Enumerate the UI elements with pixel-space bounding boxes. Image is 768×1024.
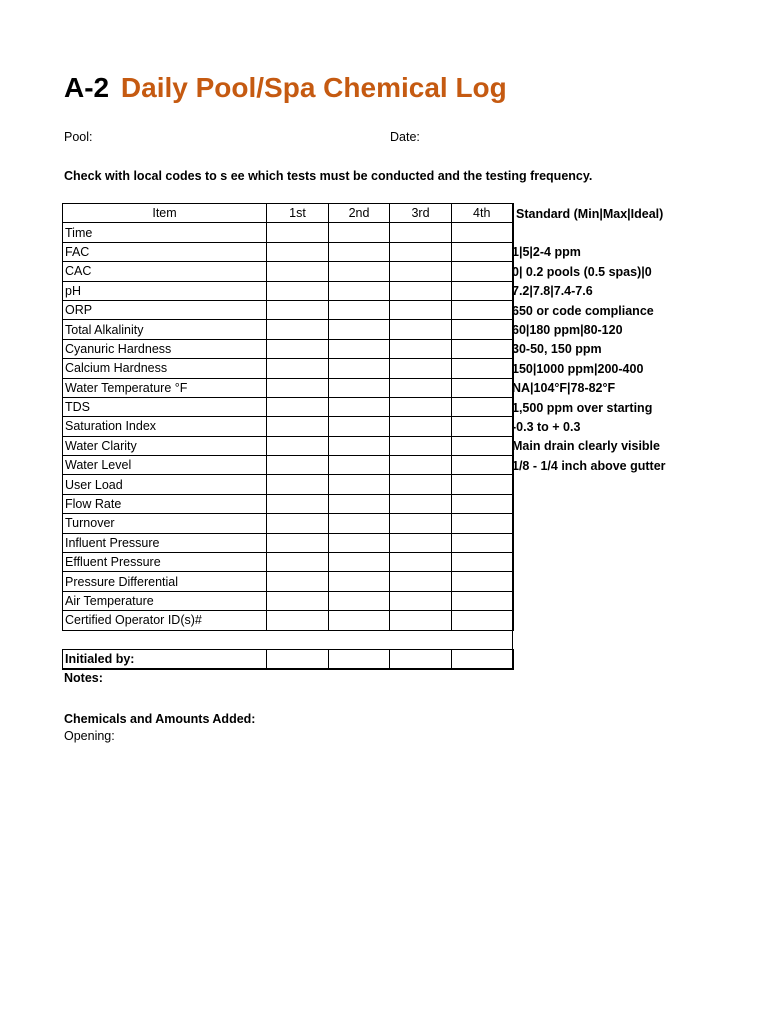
table-row [63,436,513,455]
reading-cell[interactable] [390,281,452,300]
reading-cell[interactable] [329,436,390,455]
reading-cell[interactable] [329,339,390,358]
standard-value: -0.3 to + 0.3 [512,419,581,434]
reading-cell[interactable] [267,397,329,416]
spacer-cell [329,630,390,649]
standards-header: Standard (Min|Max|Ideal) [516,207,664,221]
row-label: Water Temperature °F [63,378,267,397]
reading-cell[interactable] [329,591,390,610]
standard-value: 650 or code compliance [512,303,654,318]
chemical-log-table [62,203,514,670]
table-row [63,611,513,630]
standard-value [512,224,666,243]
reading-cell[interactable] [267,339,329,358]
reading-cell[interactable] [452,436,513,455]
reading-cell[interactable] [329,475,390,494]
reading-cell[interactable] [329,242,390,261]
instruction-text: Check with local codes to s ee which tests must be conducted and the testing frequency. [64,169,593,183]
standard-value: Main drain clearly visible [512,439,660,454]
reading-cell[interactable] [390,533,452,552]
row-label: Calcium Hardness [63,359,267,378]
reading-cell[interactable] [390,339,452,358]
initial-cell[interactable] [390,649,452,669]
standard-value: 30-50, 150 ppm [512,342,602,357]
reading-cell[interactable] [390,378,452,397]
reading-cell[interactable] [452,533,513,552]
reading-cell[interactable] [390,514,452,533]
table-row [63,242,513,261]
table-row [63,397,513,416]
form-title: Daily Pool/Spa Chemical Log [120,72,507,103]
table-row [63,281,513,300]
reading-cell[interactable] [267,611,329,630]
standard-value: 60|180 ppm|80-120 [512,322,623,337]
reading-cell[interactable] [267,514,329,533]
reading-cell[interactable] [452,591,513,610]
reading-cell[interactable] [452,494,513,513]
reading-cell[interactable] [267,262,329,281]
page-title [64,66,507,110]
reading-cell[interactable] [390,223,452,242]
row-label: pH [63,281,267,300]
reading-cell[interactable] [452,397,513,416]
table-row [63,339,513,358]
reading-cell[interactable] [452,300,513,319]
row-label: Flow Rate [63,494,267,513]
reading-cell[interactable] [452,359,513,378]
reading-cell[interactable] [267,591,329,610]
standard-value: 1/8 - 1/4 inch above gutter [512,458,666,473]
reading-cell[interactable] [452,242,513,261]
reading-cell[interactable] [329,223,390,242]
reading-cell[interactable] [329,262,390,281]
standards-column [512,205,666,476]
reading-cell[interactable] [390,300,452,319]
table-row [63,320,513,339]
row-label: Air Temperature [63,591,267,610]
date-label: Date: [390,130,420,144]
row-label: Effluent Pressure [63,553,267,572]
reading-cell[interactable] [390,320,452,339]
reading-cell[interactable] [329,397,390,416]
row-label: Water Clarity [63,436,267,455]
reading-cell[interactable] [267,359,329,378]
table-row [63,300,513,319]
reading-cell[interactable] [329,611,390,630]
row-label: Time [63,223,267,242]
reading-cell[interactable] [329,514,390,533]
table-row [63,591,513,610]
reading-cell[interactable] [329,494,390,513]
reading-cell[interactable] [390,475,452,494]
spacer-cell [452,630,513,649]
spacer-cell [390,630,452,649]
row-label: Total Alkalinity [63,320,267,339]
form-code: A-2 [64,72,110,103]
reading-cell[interactable] [267,281,329,300]
initial-cell[interactable] [329,649,390,669]
spacer-row [63,630,513,649]
reading-cell[interactable] [329,320,390,339]
reading-cell[interactable] [452,553,513,572]
column-header-1st: 1st [267,204,329,223]
row-label: TDS [63,397,267,416]
table-row [63,417,513,436]
reading-cell[interactable] [267,242,329,261]
reading-cell[interactable] [452,611,513,630]
table-row [63,572,513,591]
reading-cell[interactable] [329,417,390,436]
table-row [63,223,513,242]
row-label: Turnover [63,514,267,533]
row-label: Pressure Differential [63,572,267,591]
reading-cell[interactable] [267,300,329,319]
column-header-item: Item [63,204,267,223]
reading-cell[interactable] [267,572,329,591]
standard-value: NA|104°F|78-82°F [512,381,616,396]
reading-cell[interactable] [390,436,452,455]
initialed-row [63,649,513,669]
reading-cell[interactable] [390,397,452,416]
opening-label: Opening: [64,729,115,743]
reading-cell[interactable] [452,456,513,475]
column-header-3rd: 3rd [390,204,452,223]
reading-cell[interactable] [390,359,452,378]
reading-cell[interactable] [452,417,513,436]
reading-cell[interactable] [452,262,513,281]
reading-cell[interactable] [452,475,513,494]
reading-cell[interactable] [267,494,329,513]
initialed-label: Initialed by: [63,649,267,669]
reading-cell[interactable] [390,572,452,591]
spacer-cell [63,630,267,649]
reading-cell[interactable] [390,611,452,630]
table-row [63,456,513,475]
row-label: Influent Pressure [63,533,267,552]
reading-cell[interactable] [452,378,513,397]
reading-cell[interactable] [329,300,390,319]
reading-cell[interactable] [452,572,513,591]
reading-cell[interactable] [329,359,390,378]
reading-cell[interactable] [267,553,329,572]
pool-label: Pool: [64,130,93,144]
row-label: Cyanuric Hardness [63,339,267,358]
reading-cell[interactable] [267,320,329,339]
column-header-4th: 4th [452,204,513,223]
chemicals-label: Chemicals and Amounts Added: [64,712,256,726]
table-row [63,514,513,533]
table-row [63,553,513,572]
reading-cell[interactable] [390,494,452,513]
row-label: Certified Operator ID(s)# [63,611,267,630]
spacer-cell [267,630,329,649]
reading-cell[interactable] [452,339,513,358]
table-row [63,494,513,513]
standard-value: 1,500 ppm over starting [512,400,653,415]
reading-cell[interactable] [390,262,452,281]
initial-cell[interactable] [452,649,513,669]
column-header-2nd: 2nd [329,204,390,223]
standard-value: 7.2|7.8|7.4-7.6 [512,284,593,299]
reading-cell[interactable] [267,436,329,455]
reading-cell[interactable] [452,514,513,533]
standard-value: 1|5|2-4 ppm [512,245,581,260]
reading-cell[interactable] [267,378,329,397]
table-row [63,533,513,552]
row-label: Water Level [63,456,267,475]
reading-cell[interactable] [452,223,513,242]
initial-cell[interactable] [267,649,329,669]
reading-cell[interactable] [390,591,452,610]
row-label: ORP [63,300,267,319]
reading-cell[interactable] [267,456,329,475]
reading-cell[interactable] [452,281,513,300]
reading-cell[interactable] [329,378,390,397]
notes-label: Notes: [64,671,103,685]
reading-cell[interactable] [452,320,513,339]
table-row [63,359,513,378]
table-row [63,475,513,494]
reading-cell[interactable] [329,572,390,591]
standard-value: 0| 0.2 pools (0.5 spas)|0 [512,264,652,279]
reading-cell[interactable] [329,553,390,572]
row-label: CAC [63,262,267,281]
reading-cell[interactable] [329,281,390,300]
reading-cell[interactable] [267,417,329,436]
reading-cell[interactable] [329,533,390,552]
reading-cell[interactable] [329,456,390,475]
reading-cell[interactable] [267,223,329,242]
reading-cell[interactable] [390,553,452,572]
table-row [63,378,513,397]
reading-cell[interactable] [390,456,452,475]
row-label: FAC [63,242,267,261]
reading-cell[interactable] [390,242,452,261]
row-label: User Load [63,475,267,494]
reading-cell[interactable] [390,417,452,436]
reading-cell[interactable] [267,533,329,552]
row-label: Saturation Index [63,417,267,436]
standard-value: 150|1000 ppm|200-400 [512,361,644,376]
table-row [63,262,513,281]
reading-cell[interactable] [267,475,329,494]
